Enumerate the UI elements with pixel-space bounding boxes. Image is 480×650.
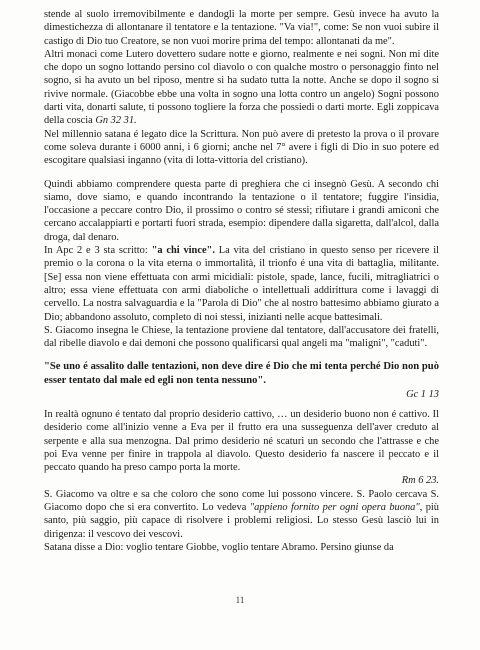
scripture-quote: "Se uno é assalito dalle tentazioni, non deve dire é Dio che mi tenta perché Dio non può esser tentato dal male ed egli non tenta nessuno". (44, 361, 439, 387)
paragraph-2-text: Altri monaci come Lutero dovettero sudare notte e giorno, realmente e nei sogni. Non mi dite che dopo un sogno lottando persino col diavolo o con qualche mostro o personaggio finto nel sogno, si ha avuto un bel riposo, mentre si ha sudato tutta la notte. Anche se dopo il sogno si rivive normale. (Giacobbe ebbe una volta in sogno una lotta contro un angelo) Sogni possono darti vita, donarti salute, ti possono togliere la forza che possiedi o darti morte. Egli zoppicava della coscia (44, 48, 439, 127)
document-page (44, 8, 439, 554)
paragraph-5-highlight: "a chi vince". (151, 245, 215, 257)
paragraph-7-reference: Rm 6 23. (401, 475, 439, 487)
paragraph-5 (44, 244, 439, 324)
paragraph-5-intro: In Apc 2 e 3 sta scritto: (44, 245, 148, 257)
quote-reference: Gc 1 13 (406, 388, 439, 400)
paragraph-3: Nel millennio satana é legato dice la Scrittura. Non può avere di pretesto la prova o il provare come soleva durante i 6000 anni, i 6 giorni; anche nel 7° avere i figli di Dio in suo potere ed escogitare qualsiasi inganno (vita di lotta-vittoria del cristiano). (44, 128, 439, 167)
page-number: 11 (235, 595, 245, 605)
paragraph-9: Satana disse a Dio: voglio tentare Giobbe, voglio tentare Abramo. Persino giunse da (44, 541, 394, 553)
paragraph-8 (44, 488, 439, 541)
paragraph-8-rest: , più santo, più saggio, più capace di risolvere i problemi religiosi. Lo stesso Gesù lasciò lui in dirigenza: il vescovo dei vescovi. (44, 501, 439, 540)
paragraph-2 (44, 48, 439, 128)
paragraph-7: In realtà ognuno é tentato dal proprio desiderio cattivo, … un desiderio buono non é cattivo. Il desiderio come all'inizio venne a Eva per il frutto era una susseguenza dell'aver creduto al serpente e alla sua menzogna. Dal primo desiderio né scaturi un secondo che l'attrasse e che poi Eva venne per finire in trappola al diavolo. Questo desiderio fa nascere il peccato e il peccato quando ha preso campo porta la morte. (44, 408, 439, 474)
paragraph-5-text: La vita del cristiano in questo senso per ricevere il premio o la corona o la vita eterna o immortalità, il trionfo é una vita di battaglia, militante. [Se] essa non viene effettuata con armi micidiali: pistole, spade, lance, fucili, mitragliatrici o altro; essa viene effettuata con armi diaboliche o intellettuali addirittura come i lavaggi di cervello. La nostra salvaguardia e la "Parola di Dio" che al nostro battesimo abbiamo giurato a Dio; abbandono assoluto, completo di noi stessi, inizianti nelle acque battesimali. (44, 245, 439, 323)
paragraph-4: Quindi abbiamo comprendere questa parte di preghiera che ci insegnò Gesù. A secondo chi siamo, dove siamo, e quando incontrando la tentazione o il tentatore; fuggire l'insidia, l'occasione a peccare contro Dio, il prossimo o contro sé stessi; rifiutare i grandi amiconi che cercano accalappiarti e portarti fuori strada, esempio: dipendere dalla sigaretta, dall'alcol, dalla droga, dal denaro. (44, 178, 439, 243)
paragraph-1: stende al suolo irremovibilmente e dandogli la morte per sempre. Gesù invece ha avuto la dimestichezza di allontanare il tentatore e la tentazione. "Va via!", come: Se non vuoi subire il castigo di Dio tuo Creatore, se non vuoi morire prima del tempo: allontanati da me". (44, 9, 439, 47)
bible-reference: Gn 32 31. (95, 115, 137, 127)
paragraph-8-text: S. Giacomo va oltre e sa che coloro che sono come lui possono vincere. S. Paolo cercava S. Giacomo dopo che si era convertito. Lo vedeva (44, 488, 439, 513)
paragraph-8-quote: "appieno fornito per ogni opera buona" (249, 501, 420, 513)
paragraph-6: S. Giacomo insegna le Chiese, la tentazione proviene dal tentatore, dall'accusatore dei fratelli, dal ribelle diavolo e dai demoni che possono qualificarsi qual angeli ma "maligni", "caduti". (44, 324, 439, 350)
